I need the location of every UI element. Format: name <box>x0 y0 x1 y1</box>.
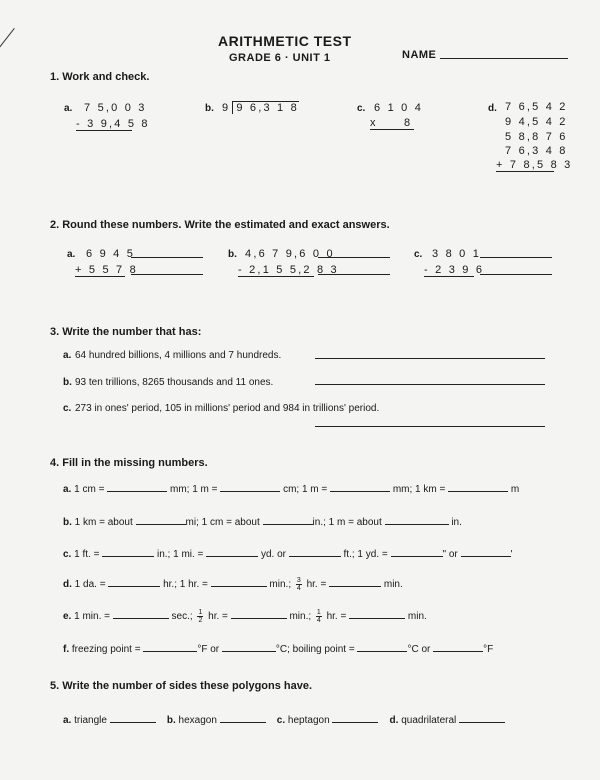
q4b-row <box>63 514 462 528</box>
q4c-blank1[interactable] <box>102 546 154 557</box>
q1d-line3: 5 8,8 7 6 <box>505 131 568 143</box>
q4e-text6: min. <box>407 611 427 622</box>
q5b-blank[interactable] <box>220 712 266 723</box>
q4c-row <box>63 546 512 560</box>
q1-heading: 1. Work and check. <box>50 71 150 83</box>
q4b-text3: in.; 1 m = about <box>312 517 382 528</box>
q5c-blank[interactable] <box>332 712 378 723</box>
q4b-blank1[interactable] <box>136 514 186 525</box>
q5b-label: b. <box>166 715 176 726</box>
q1c-bottom: x 8 <box>370 117 413 129</box>
q4e-text1: 1 min. = <box>74 611 110 622</box>
q4d-text4: hr. = <box>306 579 327 590</box>
q4c-text1: 1 ft. = <box>74 549 100 560</box>
q4d-label: d. <box>63 579 72 590</box>
q1b-division <box>222 101 299 114</box>
q4d-fraction-denominator: 4 <box>296 584 301 592</box>
q2a-bottom: + 5 5 7 8 <box>75 264 138 276</box>
q4a-text3: cm; 1 m = <box>283 484 328 495</box>
q3b-text: 93 ten trillions, 8265 thousands and 11 ones. <box>75 377 274 388</box>
pen-mark <box>0 28 15 60</box>
q4c-blank3[interactable] <box>289 546 341 557</box>
q1c-label: c. <box>357 103 366 114</box>
q3c-label: c. <box>63 403 72 414</box>
q5a-text: triangle <box>74 715 107 726</box>
q1b-label: b. <box>205 103 214 114</box>
q4f-text4: °C or <box>407 644 431 655</box>
q4f-label: f. <box>63 644 70 655</box>
q4c-blank4[interactable] <box>391 546 443 557</box>
q2c-label: c. <box>414 249 423 260</box>
q4f-blank3[interactable] <box>357 641 407 652</box>
q4d-text3: min.; <box>269 579 292 590</box>
q1b-dividend: 9 6,3 1 8 <box>232 101 299 114</box>
q4e-row <box>63 608 427 624</box>
q4f-blank1[interactable] <box>143 641 197 652</box>
q2b-exact-blank[interactable] <box>318 274 390 275</box>
q1d-line5: + 7 8,5 8 3 <box>496 159 573 171</box>
q4e-fraction1-denominator: 2 <box>198 616 203 624</box>
q5-row <box>63 712 505 726</box>
q5d-text: quadrilateral <box>401 715 457 726</box>
q4d-row <box>63 576 403 592</box>
page-title: ARITHMETIC TEST <box>218 33 352 49</box>
q4e-fraction1-numerator: 1 <box>198 608 203 616</box>
q4c-text5: " or <box>442 549 458 560</box>
q2b-top: 4,6 7 9,6 0 0 <box>245 248 335 260</box>
q4e-blank3[interactable] <box>349 608 405 619</box>
q4f-row <box>63 641 493 655</box>
q3b-label: b. <box>63 377 72 388</box>
q4d-blank3[interactable] <box>329 576 381 587</box>
q4d-blank1[interactable] <box>108 576 160 587</box>
q1a-answer[interactable] <box>76 134 136 150</box>
q4a-text2: mm; 1 m = <box>169 484 218 495</box>
name-label: NAME <box>402 49 437 61</box>
q4c-text6: ' <box>510 549 513 560</box>
q1a-top: 7 5,0 0 3 <box>84 102 147 114</box>
q1d-line4: 7 6,3 4 8 <box>505 145 568 157</box>
q2b-label: b. <box>228 249 237 260</box>
q2a-top: 6 9 4 5 <box>86 248 136 260</box>
q3a-label: a. <box>63 350 72 361</box>
q4e-fraction1 <box>197 609 203 624</box>
q4e-text5: hr. = <box>326 611 347 622</box>
q3-heading: 3. Write the number that has: <box>50 326 202 338</box>
q5d-blank[interactable] <box>459 712 505 723</box>
q1a-label: a. <box>64 103 73 114</box>
q4f-blank2[interactable] <box>222 641 276 652</box>
name-field[interactable] <box>440 58 568 59</box>
q5a-label: a. <box>63 715 72 726</box>
q5a-blank[interactable] <box>110 712 156 723</box>
q1a-bottom: - 3 9,4 5 8 <box>76 118 150 130</box>
q4e-text2: sec.; <box>171 611 193 622</box>
q4a-text1: 1 cm = <box>74 484 105 495</box>
q1c-top: 6 1 0 4 <box>374 102 424 114</box>
q3c-text: 273 in ones' period, 105 in millions' period and 984 in trillions' period. <box>75 403 380 414</box>
q4a-blank4[interactable] <box>448 481 508 492</box>
page-subtitle: GRADE 6 · UNIT 1 <box>229 52 331 64</box>
q3a-text: 64 hundred billions, 4 millions and 7 hundreds. <box>75 350 282 361</box>
q4f-text3: °C; boiling point = <box>275 644 355 655</box>
q4d-fraction-numerator: 3 <box>296 576 301 584</box>
q3a-answer-line[interactable] <box>315 358 545 359</box>
q4b-text1: 1 km = about <box>74 517 133 528</box>
q4e-blank1[interactable] <box>113 608 169 619</box>
q2a-estimate-blank[interactable] <box>131 257 203 258</box>
q4c-text4: ft.; 1 yd. = <box>343 549 388 560</box>
q4c-blank2[interactable] <box>206 546 258 557</box>
q4f-text5: °F <box>483 644 494 655</box>
q4e-label: e. <box>63 611 72 622</box>
q1b-divisor: 9 <box>222 102 231 114</box>
q4f-text1: freezing point = <box>71 644 141 655</box>
q4f-blank4[interactable] <box>433 641 483 652</box>
q4a-label: a. <box>63 484 72 495</box>
q4a-text4: mm; 1 km = <box>392 484 446 495</box>
q2c-top: 3 8 0 1 <box>432 248 482 260</box>
q5-heading: 5. Write the number of sides these polygons have. <box>50 680 313 692</box>
q4c-label: c. <box>63 549 72 560</box>
q4c-text3: yd. or <box>260 549 286 560</box>
q3c-answer-line[interactable] <box>315 426 545 427</box>
q4e-text4: min.; <box>289 611 312 622</box>
q1d-line2: 9 4,5 4 2 <box>505 116 568 128</box>
q4e-fraction2-denominator: 4 <box>316 616 321 624</box>
q5c-text: heptagon <box>287 715 330 726</box>
q4e-blank2[interactable] <box>231 608 287 619</box>
q2c-estimate-blank[interactable] <box>480 257 552 258</box>
q4c-text2: in.; 1 mi. = <box>156 549 204 560</box>
q2c-exact-blank[interactable] <box>480 274 552 275</box>
q2b-estimate-blank[interactable] <box>318 257 390 258</box>
q2b-bottom: - 2,1 5 5,2 8 3 <box>238 264 339 276</box>
q3b-answer-line[interactable] <box>315 384 545 385</box>
q4d-fraction <box>296 577 302 592</box>
q4d-blank2[interactable] <box>211 576 267 587</box>
q2c-bottom: - 2 3 9 6 <box>424 264 485 276</box>
q1d-line1: 7 6,5 4 2 <box>505 101 568 113</box>
q5b-text: hexagon <box>178 715 217 726</box>
q4e-fraction2 <box>316 609 322 624</box>
q4b-blank2[interactable] <box>263 514 313 525</box>
q4b-text2: mi; 1 cm = about <box>185 517 260 528</box>
q4d-text5: min. <box>383 579 403 590</box>
q4a-row <box>63 481 519 495</box>
q4b-label: b. <box>63 517 72 528</box>
q1d-label: d. <box>488 103 497 114</box>
q5d-label: d. <box>389 715 399 726</box>
q2-heading: 2. Round these numbers. Write the estimated and exact answers. <box>50 219 390 231</box>
q4d-text1: 1 da. = <box>74 579 106 590</box>
q4a-blank2[interactable] <box>220 481 280 492</box>
q4a-blank1[interactable] <box>107 481 167 492</box>
q4a-text5: m <box>510 484 520 495</box>
q4d-text2: hr.; 1 hr. = <box>163 579 208 590</box>
q2a-exact-blank[interactable] <box>131 274 203 275</box>
q4e-text3: hr. = <box>208 611 228 622</box>
q4e-fraction2-numerator: 1 <box>316 608 321 616</box>
q4b-text4: in. <box>451 517 462 528</box>
q4b-blank3[interactable] <box>385 514 449 525</box>
q4-heading: 4. Fill in the missing numbers. <box>50 457 208 469</box>
q4c-blank5[interactable] <box>461 546 511 557</box>
q2a-label: a. <box>67 249 76 260</box>
q4f-text2: °F or <box>197 644 220 655</box>
q4a-blank3[interactable] <box>330 481 390 492</box>
q5c-label: c. <box>276 715 286 726</box>
